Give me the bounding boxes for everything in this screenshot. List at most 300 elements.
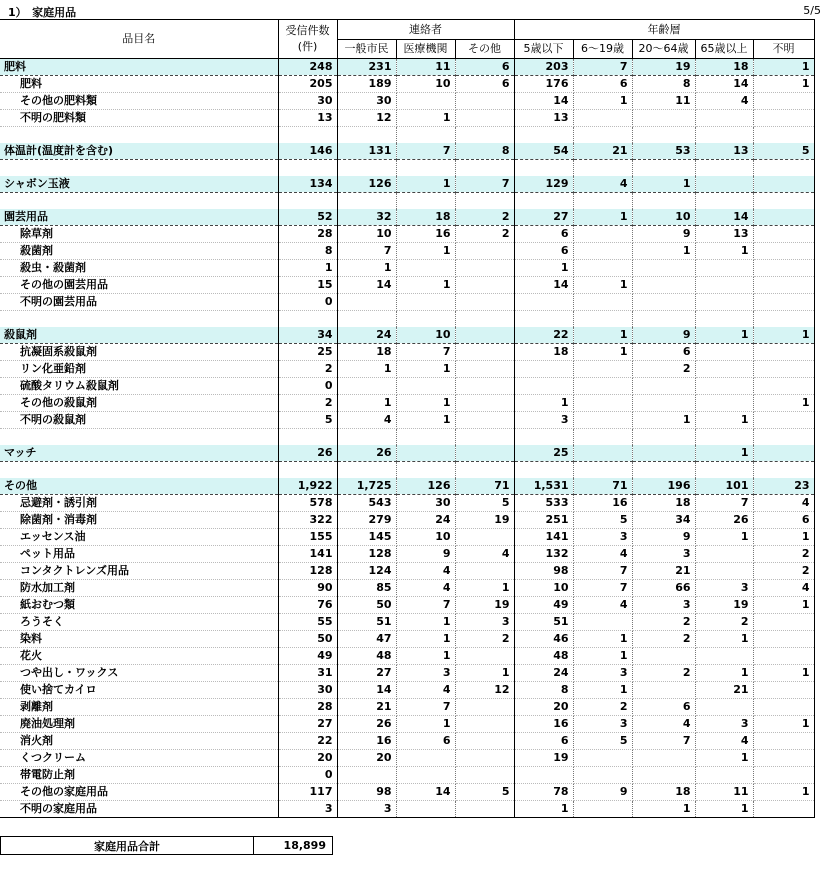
item-name-cell: 忌避剤・誘引剤 <box>0 495 278 512</box>
age-65plus-cell <box>695 260 753 277</box>
empty-cell <box>695 462 753 479</box>
age-6-19-cell <box>573 378 632 395</box>
contact-other-cell <box>455 277 514 294</box>
age-unknown-cell <box>753 176 814 193</box>
contact-public-cell: 30 <box>337 93 396 110</box>
table-row <box>0 76 814 93</box>
contact-other-cell: 71 <box>455 478 514 495</box>
received-count-cell: 1,922 <box>278 478 337 495</box>
table-row <box>0 277 814 294</box>
age-under5-cell: 1 <box>514 395 573 412</box>
received-count-cell: 90 <box>278 580 337 597</box>
age-6-19-cell: 3 <box>573 529 632 546</box>
age-20-64-cell: 6 <box>632 344 695 361</box>
age-20-64-cell: 2 <box>632 631 695 648</box>
contact-public-cell: 51 <box>337 614 396 631</box>
age-under5-cell: 533 <box>514 495 573 512</box>
item-name-cell: ろうそく <box>0 614 278 631</box>
contact-medical-cell: 126 <box>396 478 455 495</box>
age-65plus-cell: 1 <box>695 412 753 429</box>
item-name-cell: その他の殺鼠剤 <box>0 395 278 412</box>
item-name-cell: 廃油処理剤 <box>0 716 278 733</box>
contact-public-cell: 231 <box>337 59 396 76</box>
received-count-cell: 20 <box>278 750 337 767</box>
contact-public-cell: 1,725 <box>337 478 396 495</box>
age-65plus-cell <box>695 699 753 716</box>
item-name-cell: 殺虫・殺菌剤 <box>0 260 278 277</box>
age-under5-cell <box>514 767 573 784</box>
header-item-name: 品目名 <box>0 20 278 59</box>
received-count-cell: 26 <box>278 445 337 462</box>
empty-cell <box>695 429 753 446</box>
empty-cell <box>0 462 278 479</box>
empty-cell <box>455 160 514 177</box>
received-count-cell: 205 <box>278 76 337 93</box>
age-20-64-cell: 2 <box>632 665 695 682</box>
table-row <box>0 614 814 631</box>
empty-cell <box>396 193 455 210</box>
item-name-cell: その他の家庭用品 <box>0 784 278 801</box>
table-row <box>0 412 814 429</box>
table-row <box>0 767 814 784</box>
age-unknown-cell: 1 <box>753 784 814 801</box>
contact-public-cell: 4 <box>337 412 396 429</box>
age-unknown-cell: 1 <box>753 529 814 546</box>
age-under5-cell: 1 <box>514 801 573 818</box>
table-row <box>0 226 814 243</box>
age-6-19-cell: 5 <box>573 512 632 529</box>
age-65plus-cell: 1 <box>695 801 753 818</box>
contact-public-cell: 47 <box>337 631 396 648</box>
contact-other-cell: 2 <box>455 209 514 226</box>
spacer-row <box>0 127 814 144</box>
received-count-cell: 1 <box>278 260 337 277</box>
item-name-cell: 帯電防止剤 <box>0 767 278 784</box>
empty-cell <box>396 127 455 144</box>
contact-other-cell <box>455 445 514 462</box>
table-row <box>0 784 814 801</box>
age-6-19-cell <box>573 750 632 767</box>
age-65plus-cell: 1 <box>695 750 753 767</box>
contact-medical-cell: 3 <box>396 665 455 682</box>
age-20-64-cell <box>632 260 695 277</box>
table-row <box>0 682 814 699</box>
age-under5-cell: 18 <box>514 344 573 361</box>
age-65plus-cell: 3 <box>695 716 753 733</box>
contact-medical-cell: 1 <box>396 716 455 733</box>
age-6-19-cell <box>573 801 632 818</box>
received-count-cell: 55 <box>278 614 337 631</box>
table-row <box>0 648 814 665</box>
age-20-64-cell: 9 <box>632 226 695 243</box>
age-under5-cell: 176 <box>514 76 573 93</box>
age-6-19-cell: 1 <box>573 327 632 344</box>
received-count-cell: 578 <box>278 495 337 512</box>
received-count-cell: 155 <box>278 529 337 546</box>
table-row <box>0 512 814 529</box>
empty-cell <box>0 193 278 210</box>
age-unknown-cell <box>753 110 814 127</box>
item-name-cell: 殺菌剤 <box>0 243 278 260</box>
age-20-64-cell: 18 <box>632 495 695 512</box>
received-count-cell: 0 <box>278 767 337 784</box>
age-under5-cell: 98 <box>514 563 573 580</box>
age-unknown-cell <box>753 226 814 243</box>
age-6-19-cell <box>573 767 632 784</box>
contact-other-cell <box>455 716 514 733</box>
header-age-group: 年齢層 <box>514 20 814 40</box>
item-name-cell: 除草剤 <box>0 226 278 243</box>
item-name-cell: マッチ <box>0 445 278 462</box>
table-row <box>0 716 814 733</box>
empty-cell <box>632 193 695 210</box>
age-20-64-cell: 18 <box>632 784 695 801</box>
empty-cell <box>278 311 337 328</box>
page-number: 5/5 <box>803 4 821 17</box>
item-name-cell: つや出し・ワックス <box>0 665 278 682</box>
item-name-cell: 除菌剤・消毒剤 <box>0 512 278 529</box>
age-6-19-cell <box>573 395 632 412</box>
empty-cell <box>632 127 695 144</box>
category-row <box>0 445 814 462</box>
contact-public-cell: 18 <box>337 344 396 361</box>
age-20-64-cell: 21 <box>632 563 695 580</box>
header-contact-public: 一般市民 <box>337 40 396 59</box>
contact-medical-cell: 7 <box>396 344 455 361</box>
contact-public-cell: 21 <box>337 699 396 716</box>
received-count-cell: 0 <box>278 294 337 311</box>
age-unknown-cell <box>753 294 814 311</box>
empty-cell <box>753 160 814 177</box>
contact-other-cell <box>455 801 514 818</box>
received-count-cell: 8 <box>278 243 337 260</box>
received-count-cell: 141 <box>278 546 337 563</box>
age-20-64-cell: 4 <box>632 716 695 733</box>
summary-value: 18,899 <box>254 837 333 855</box>
age-under5-cell <box>514 378 573 395</box>
empty-cell <box>753 311 814 328</box>
age-65plus-cell <box>695 294 753 311</box>
contact-medical-cell <box>396 93 455 110</box>
age-65plus-cell: 7 <box>695 495 753 512</box>
received-count-cell: 28 <box>278 226 337 243</box>
age-20-64-cell: 34 <box>632 512 695 529</box>
contact-other-cell: 1 <box>455 580 514 597</box>
age-unknown-cell: 23 <box>753 478 814 495</box>
category-row <box>0 478 814 495</box>
item-name-cell: その他の肥料類 <box>0 93 278 110</box>
item-name-cell: 防水加工剤 <box>0 580 278 597</box>
age-6-19-cell <box>573 294 632 311</box>
age-6-19-cell: 3 <box>573 716 632 733</box>
contact-other-cell <box>455 361 514 378</box>
contact-medical-cell: 9 <box>396 546 455 563</box>
contact-medical-cell: 1 <box>396 277 455 294</box>
age-unknown-cell <box>753 243 814 260</box>
age-under5-cell: 14 <box>514 277 573 294</box>
age-6-19-cell: 6 <box>573 76 632 93</box>
age-20-64-cell: 9 <box>632 529 695 546</box>
age-under5-cell: 48 <box>514 648 573 665</box>
table-row <box>0 733 814 750</box>
age-under5-cell: 1,531 <box>514 478 573 495</box>
age-20-64-cell: 7 <box>632 733 695 750</box>
item-name-cell: エッセンス油 <box>0 529 278 546</box>
contact-other-cell: 5 <box>455 784 514 801</box>
age-20-64-cell: 1 <box>632 176 695 193</box>
age-65plus-cell <box>695 277 753 294</box>
empty-cell <box>0 429 278 446</box>
contact-public-cell: 1 <box>337 395 396 412</box>
item-name-cell: リン化亜鉛剤 <box>0 361 278 378</box>
contact-public-cell: 128 <box>337 546 396 563</box>
contact-other-cell: 7 <box>455 176 514 193</box>
empty-cell <box>695 311 753 328</box>
contact-other-cell: 5 <box>455 495 514 512</box>
age-unknown-cell <box>753 648 814 665</box>
age-under5-cell: 27 <box>514 209 573 226</box>
age-6-19-cell: 1 <box>573 682 632 699</box>
contact-public-cell: 26 <box>337 716 396 733</box>
item-name-cell: 不明の園芸用品 <box>0 294 278 311</box>
empty-cell <box>396 160 455 177</box>
empty-cell <box>514 311 573 328</box>
age-6-19-cell: 1 <box>573 631 632 648</box>
age-unknown-cell <box>753 699 814 716</box>
age-unknown-cell <box>753 682 814 699</box>
contact-other-cell <box>455 378 514 395</box>
empty-cell <box>0 311 278 328</box>
contact-public-cell: 26 <box>337 445 396 462</box>
age-20-64-cell <box>632 648 695 665</box>
age-20-64-cell <box>632 750 695 767</box>
category-row <box>0 327 814 344</box>
contact-medical-cell: 1 <box>396 412 455 429</box>
summary-label: 家庭用品合計 <box>1 837 254 855</box>
contact-other-cell: 19 <box>455 512 514 529</box>
empty-cell <box>337 462 396 479</box>
received-count-cell: 248 <box>278 59 337 76</box>
age-65plus-cell: 1 <box>695 445 753 462</box>
age-65plus-cell <box>695 344 753 361</box>
empty-cell <box>337 193 396 210</box>
age-20-64-cell: 3 <box>632 597 695 614</box>
age-65plus-cell: 4 <box>695 93 753 110</box>
table-row <box>0 597 814 614</box>
age-under5-cell: 132 <box>514 546 573 563</box>
contact-medical-cell: 14 <box>396 784 455 801</box>
age-under5-cell: 51 <box>514 614 573 631</box>
age-20-64-cell: 1 <box>632 412 695 429</box>
contact-other-cell: 12 <box>455 682 514 699</box>
table-row <box>0 260 814 277</box>
age-under5-cell: 129 <box>514 176 573 193</box>
age-under5-cell <box>514 361 573 378</box>
contact-other-cell <box>455 648 514 665</box>
empty-cell <box>278 462 337 479</box>
item-name-cell: 殺鼠剤 <box>0 327 278 344</box>
empty-cell <box>337 311 396 328</box>
item-name-cell: 花火 <box>0 648 278 665</box>
contact-public-cell: 85 <box>337 580 396 597</box>
empty-cell <box>396 311 455 328</box>
age-65plus-cell <box>695 361 753 378</box>
spacer-row <box>0 160 814 177</box>
age-unknown-cell <box>753 361 814 378</box>
contact-medical-cell <box>396 801 455 818</box>
age-65plus-cell: 3 <box>695 580 753 597</box>
age-under5-cell: 3 <box>514 412 573 429</box>
received-count-cell: 128 <box>278 563 337 580</box>
contact-public-cell: 14 <box>337 277 396 294</box>
table-body <box>0 59 814 818</box>
age-under5-cell: 25 <box>514 445 573 462</box>
received-count-cell: 28 <box>278 699 337 716</box>
age-unknown-cell <box>753 733 814 750</box>
age-20-64-cell: 1 <box>632 801 695 818</box>
age-unknown-cell: 1 <box>753 665 814 682</box>
contact-public-cell: 543 <box>337 495 396 512</box>
contact-medical-cell: 10 <box>396 76 455 93</box>
table-row <box>0 699 814 716</box>
contact-other-cell <box>455 395 514 412</box>
contact-public-cell <box>337 767 396 784</box>
age-under5-cell: 13 <box>514 110 573 127</box>
contact-public-cell <box>337 378 396 395</box>
contact-public-cell: 124 <box>337 563 396 580</box>
contact-medical-cell <box>396 767 455 784</box>
age-65plus-cell: 1 <box>695 631 753 648</box>
contact-other-cell: 4 <box>455 546 514 563</box>
contact-other-cell: 2 <box>455 226 514 243</box>
contact-other-cell <box>455 767 514 784</box>
contact-medical-cell: 10 <box>396 529 455 546</box>
spacer-row <box>0 193 814 210</box>
age-65plus-cell: 13 <box>695 226 753 243</box>
contact-other-cell <box>455 327 514 344</box>
age-unknown-cell <box>753 277 814 294</box>
empty-cell <box>753 193 814 210</box>
age-65plus-cell: 14 <box>695 209 753 226</box>
age-20-64-cell <box>632 395 695 412</box>
age-65plus-cell <box>695 395 753 412</box>
age-6-19-cell: 1 <box>573 209 632 226</box>
item-name-cell: ペット用品 <box>0 546 278 563</box>
item-name-cell: 剥離剤 <box>0 699 278 716</box>
spacer-row <box>0 429 814 446</box>
contact-medical-cell: 6 <box>396 733 455 750</box>
contact-public-cell <box>337 294 396 311</box>
header-age-under5: 5歳以下 <box>514 40 573 59</box>
age-under5-cell: 8 <box>514 682 573 699</box>
contact-other-cell <box>455 699 514 716</box>
contact-public-cell: 24 <box>337 327 396 344</box>
age-20-64-cell <box>632 277 695 294</box>
contact-other-cell: 6 <box>455 76 514 93</box>
age-under5-cell: 10 <box>514 580 573 597</box>
empty-cell <box>573 429 632 446</box>
contact-public-cell: 131 <box>337 143 396 160</box>
age-6-19-cell <box>573 260 632 277</box>
age-20-64-cell: 3 <box>632 546 695 563</box>
empty-cell <box>514 127 573 144</box>
contact-public-cell: 50 <box>337 597 396 614</box>
table-row <box>0 801 814 818</box>
item-name-cell: 園芸用品 <box>0 209 278 226</box>
contact-public-cell: 7 <box>337 243 396 260</box>
age-20-64-cell <box>632 445 695 462</box>
age-under5-cell: 203 <box>514 59 573 76</box>
contact-medical-cell: 4 <box>396 580 455 597</box>
age-under5-cell: 141 <box>514 529 573 546</box>
age-unknown-cell: 1 <box>753 395 814 412</box>
received-count-cell: 134 <box>278 176 337 193</box>
empty-cell <box>632 311 695 328</box>
age-6-19-cell <box>573 110 632 127</box>
age-6-19-cell <box>573 445 632 462</box>
contact-other-cell <box>455 412 514 429</box>
empty-cell <box>0 127 278 144</box>
received-count-cell: 0 <box>278 378 337 395</box>
contact-public-cell: 189 <box>337 76 396 93</box>
age-6-19-cell: 16 <box>573 495 632 512</box>
header-age-20-64: 20～64歳 <box>632 40 695 59</box>
contact-other-cell: 1 <box>455 665 514 682</box>
category-row <box>0 59 814 76</box>
age-unknown-cell <box>753 631 814 648</box>
item-name-cell: 染料 <box>0 631 278 648</box>
contact-medical-cell: 24 <box>396 512 455 529</box>
age-under5-cell: 49 <box>514 597 573 614</box>
age-6-19-cell: 1 <box>573 648 632 665</box>
received-count-cell: 117 <box>278 784 337 801</box>
age-unknown-cell <box>753 801 814 818</box>
age-65plus-cell <box>695 767 753 784</box>
age-6-19-cell <box>573 361 632 378</box>
age-65plus-cell <box>695 176 753 193</box>
empty-cell <box>337 429 396 446</box>
age-under5-cell: 251 <box>514 512 573 529</box>
table-row <box>0 546 814 563</box>
age-6-19-cell: 9 <box>573 784 632 801</box>
age-unknown-cell <box>753 767 814 784</box>
age-under5-cell: 6 <box>514 243 573 260</box>
empty-cell <box>396 429 455 446</box>
age-65plus-cell: 1 <box>695 665 753 682</box>
received-count-cell: 50 <box>278 631 337 648</box>
table-row <box>0 378 814 395</box>
received-count-cell: 25 <box>278 344 337 361</box>
age-65plus-cell <box>695 378 753 395</box>
contact-other-cell: 8 <box>455 143 514 160</box>
item-name-cell: くつクリーム <box>0 750 278 767</box>
age-65plus-cell: 4 <box>695 733 753 750</box>
empty-cell <box>753 462 814 479</box>
contact-other-cell <box>455 260 514 277</box>
item-name-cell: 消火剤 <box>0 733 278 750</box>
age-65plus-cell <box>695 563 753 580</box>
spacer-row <box>0 311 814 328</box>
empty-cell <box>337 127 396 144</box>
empty-cell <box>455 429 514 446</box>
contact-medical-cell: 1 <box>396 176 455 193</box>
item-name-cell: 抗凝固系殺鼠剤 <box>0 344 278 361</box>
age-65plus-cell: 18 <box>695 59 753 76</box>
item-name-cell: 不明の家庭用品 <box>0 801 278 818</box>
header-received-count-label: 受信件数 <box>285 24 330 37</box>
contact-medical-cell: 1 <box>396 614 455 631</box>
contact-other-cell <box>455 294 514 311</box>
